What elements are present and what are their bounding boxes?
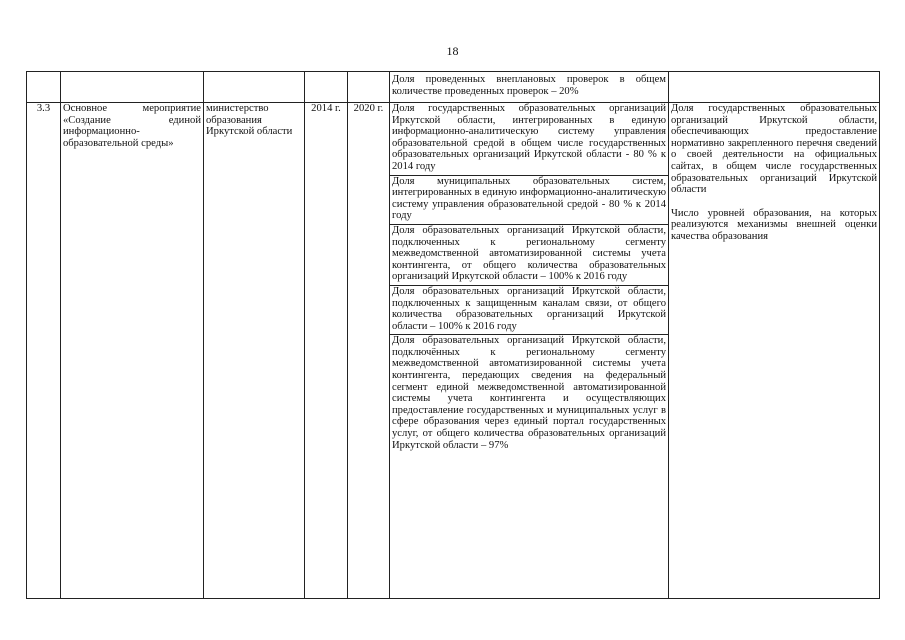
indicators-cell	[390, 103, 669, 599]
cell-empty	[669, 72, 880, 103]
start-year: 2014 г.	[305, 103, 348, 599]
indicator-item: Доля образовательных организаций Иркутской области, подключённых к региональному сегменту межведомственной автоматизированной системы учета контингента, передающих сведения на федеральный сегмент единой межведомственной автоматизированной системы учета контингента и осуществляющих предоставление государственных и муниципальных услуг в сфере образования через единый портал государственных услуг, от общего количества образовательных организаций Иркутской области – 97%	[392, 335, 666, 451]
indicator-cell	[390, 72, 669, 103]
cell-empty	[348, 72, 390, 103]
cell-empty	[61, 72, 204, 103]
table-row-3-3	[27, 103, 880, 599]
indicator-item: Доля муниципальных образовательных систем, интегрированных в единую информационно-аналитическую систему управления образовательной средой - 80 % к 2014 году	[390, 176, 668, 225]
program-activities-table	[26, 71, 880, 599]
results-cell	[669, 103, 880, 599]
cell-empty	[305, 72, 348, 103]
result-item: Число уровней образования, на которых реализуются механизмы внешней оценки качества образования	[671, 207, 877, 242]
indicator-item: Доля государственных образовательных организаций Иркутской области, интегрированных в единую информационно-аналитическую систему управления образовательной средой в общем числе государственных образовательных организаций Иркутской области - 80 % к 2014 году	[390, 103, 668, 176]
table-row-continuation	[27, 72, 880, 103]
activity-name: Основное мероприятие «Создание единой информационно-образовательной среды»	[61, 103, 204, 599]
page-number: 18	[446, 44, 459, 58]
result-item: Доля государственных образовательных организаций Иркутской области, обеспечивающих предоставление нормативно закрепленного перечня сведений о своей деятельности на официальных сайтах, в общем числе государственных образовательных организаций Иркутской области	[671, 103, 877, 196]
end-year: 2020 г.	[348, 103, 390, 599]
indicator-text: Доля проведенных внеплановых проверок в общем количестве проведенных проверок – 20%	[392, 74, 666, 97]
executor: министерство образования Иркутской области	[204, 103, 305, 599]
indicator-item: Доля образовательных организаций Иркутской области, подключенных к защищенным каналам связи, от общего количества образовательных организаций Иркутской области – 100% к 2016 году	[390, 286, 668, 335]
indicator-item: Доля образовательных организаций Иркутской области, подключенных к региональному сегменту межведомственной автоматизированной системы учета контингента, от общего количества образовательных организаций Иркутской области – 100% к 2016 году	[390, 225, 668, 286]
row-number: 3.3	[27, 103, 61, 599]
spacer	[671, 196, 877, 208]
cell-empty	[204, 72, 305, 103]
cell-empty	[27, 72, 61, 103]
